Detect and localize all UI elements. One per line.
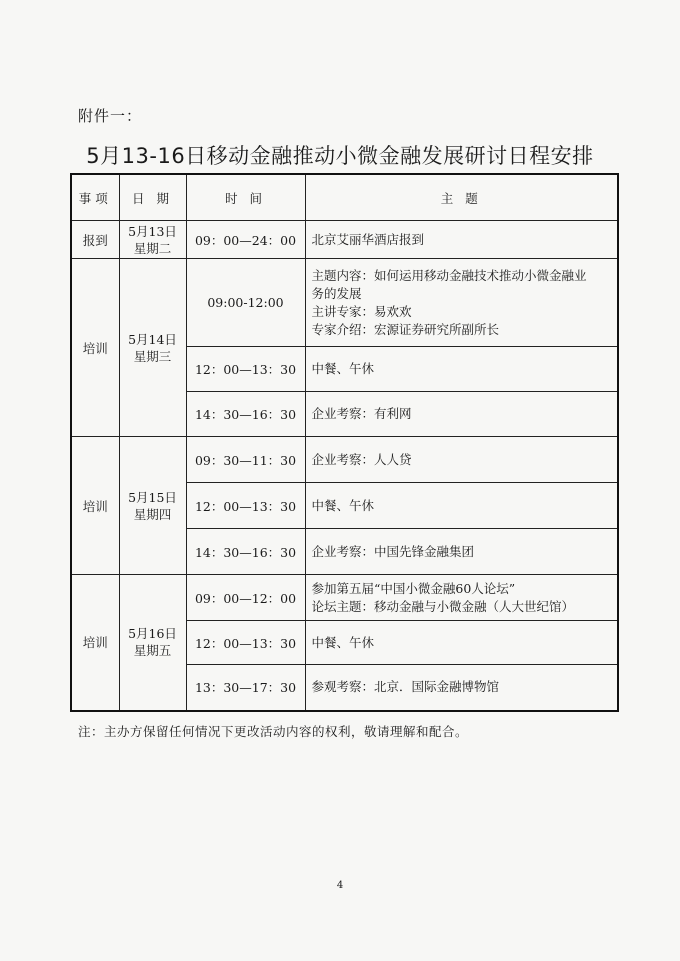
header-item: 事项	[71, 174, 119, 221]
date-weekday: 星期四	[133, 506, 172, 522]
time-cell: 12：00—13：30	[186, 483, 305, 529]
date-day: 5月16日	[128, 626, 177, 642]
topic-cell: 北京艾丽华酒店报到	[305, 221, 618, 259]
date-day: 5月15日	[128, 489, 177, 505]
topic-cell	[305, 259, 618, 347]
topic-line: 论坛主题：移动金融与小微金融（人大世纪馆）	[311, 598, 575, 614]
page-title: 5月13-16日移动金融推动小微金融发展研讨日程安排	[86, 144, 594, 168]
time-cell: 09：30—11：30	[186, 437, 305, 483]
date-day: 5月14日	[128, 331, 177, 347]
topic-cell: 中餐、午休	[305, 621, 618, 665]
topic-cell: 中餐、午休	[305, 483, 618, 529]
schedule-table	[70, 173, 619, 712]
time-cell: 12：00—13：30	[186, 621, 305, 665]
date-weekday: 星期五	[133, 643, 172, 659]
table-row	[71, 259, 618, 347]
date-cell	[119, 437, 186, 575]
time-cell: 13：30—17：30	[186, 665, 305, 711]
topic-line: 专家介绍：宏源证券研究所副所长	[311, 321, 500, 337]
item-cell: 培训	[71, 575, 119, 711]
table-row	[71, 575, 618, 621]
time-cell: 14：30—16：30	[186, 529, 305, 575]
time-cell: 12：00—13：30	[186, 347, 305, 392]
table-row	[71, 221, 618, 259]
topic-cell: 企业考察：人人贷	[305, 437, 618, 483]
topic-cell: 企业考察：有利网	[305, 392, 618, 437]
topic-cell: 中餐、午休	[305, 347, 618, 392]
topic-line: 务的发展	[311, 285, 362, 301]
time-cell: 09：00—24：00	[186, 221, 305, 259]
date-weekday: 星期三	[133, 348, 172, 364]
topic-cell	[305, 575, 618, 621]
time-cell: 09：00—12：00	[186, 575, 305, 621]
item-cell: 报到	[71, 221, 119, 259]
header-date: 日 期	[119, 174, 186, 221]
date-cell	[119, 221, 186, 259]
date-cell	[119, 575, 186, 711]
date-day: 5月13日	[128, 223, 177, 239]
time-cell: 14：30—16：30	[186, 392, 305, 437]
header-row	[71, 174, 618, 221]
item-cell: 培训	[71, 437, 119, 575]
topic-line: 主题内容：如何运用移动金融技术推动小微金融业	[311, 267, 587, 283]
header-time: 时 间	[186, 174, 305, 221]
date-weekday: 星期二	[133, 240, 172, 256]
topic-line: 主讲专家：易欢欢	[311, 303, 412, 319]
topic-line: 参加第五届“中国小微金融60人论坛”	[311, 580, 516, 596]
table-row	[71, 437, 618, 483]
topic-cell: 企业考察：中国先锋金融集团	[305, 529, 618, 575]
time-cell: 09:00-12:00	[186, 259, 305, 347]
attachment-label: 附件一：	[78, 107, 143, 125]
footnote: 注：主办方保留任何情况下更改活动内容的权利，敬请理解和配合。	[78, 724, 469, 739]
header-topic: 主 题	[305, 174, 618, 221]
page-number: 4	[336, 880, 344, 891]
date-cell	[119, 259, 186, 437]
topic-cell: 参观考察：北京．国际金融博物馆	[305, 665, 618, 711]
item-cell: 培训	[71, 259, 119, 437]
